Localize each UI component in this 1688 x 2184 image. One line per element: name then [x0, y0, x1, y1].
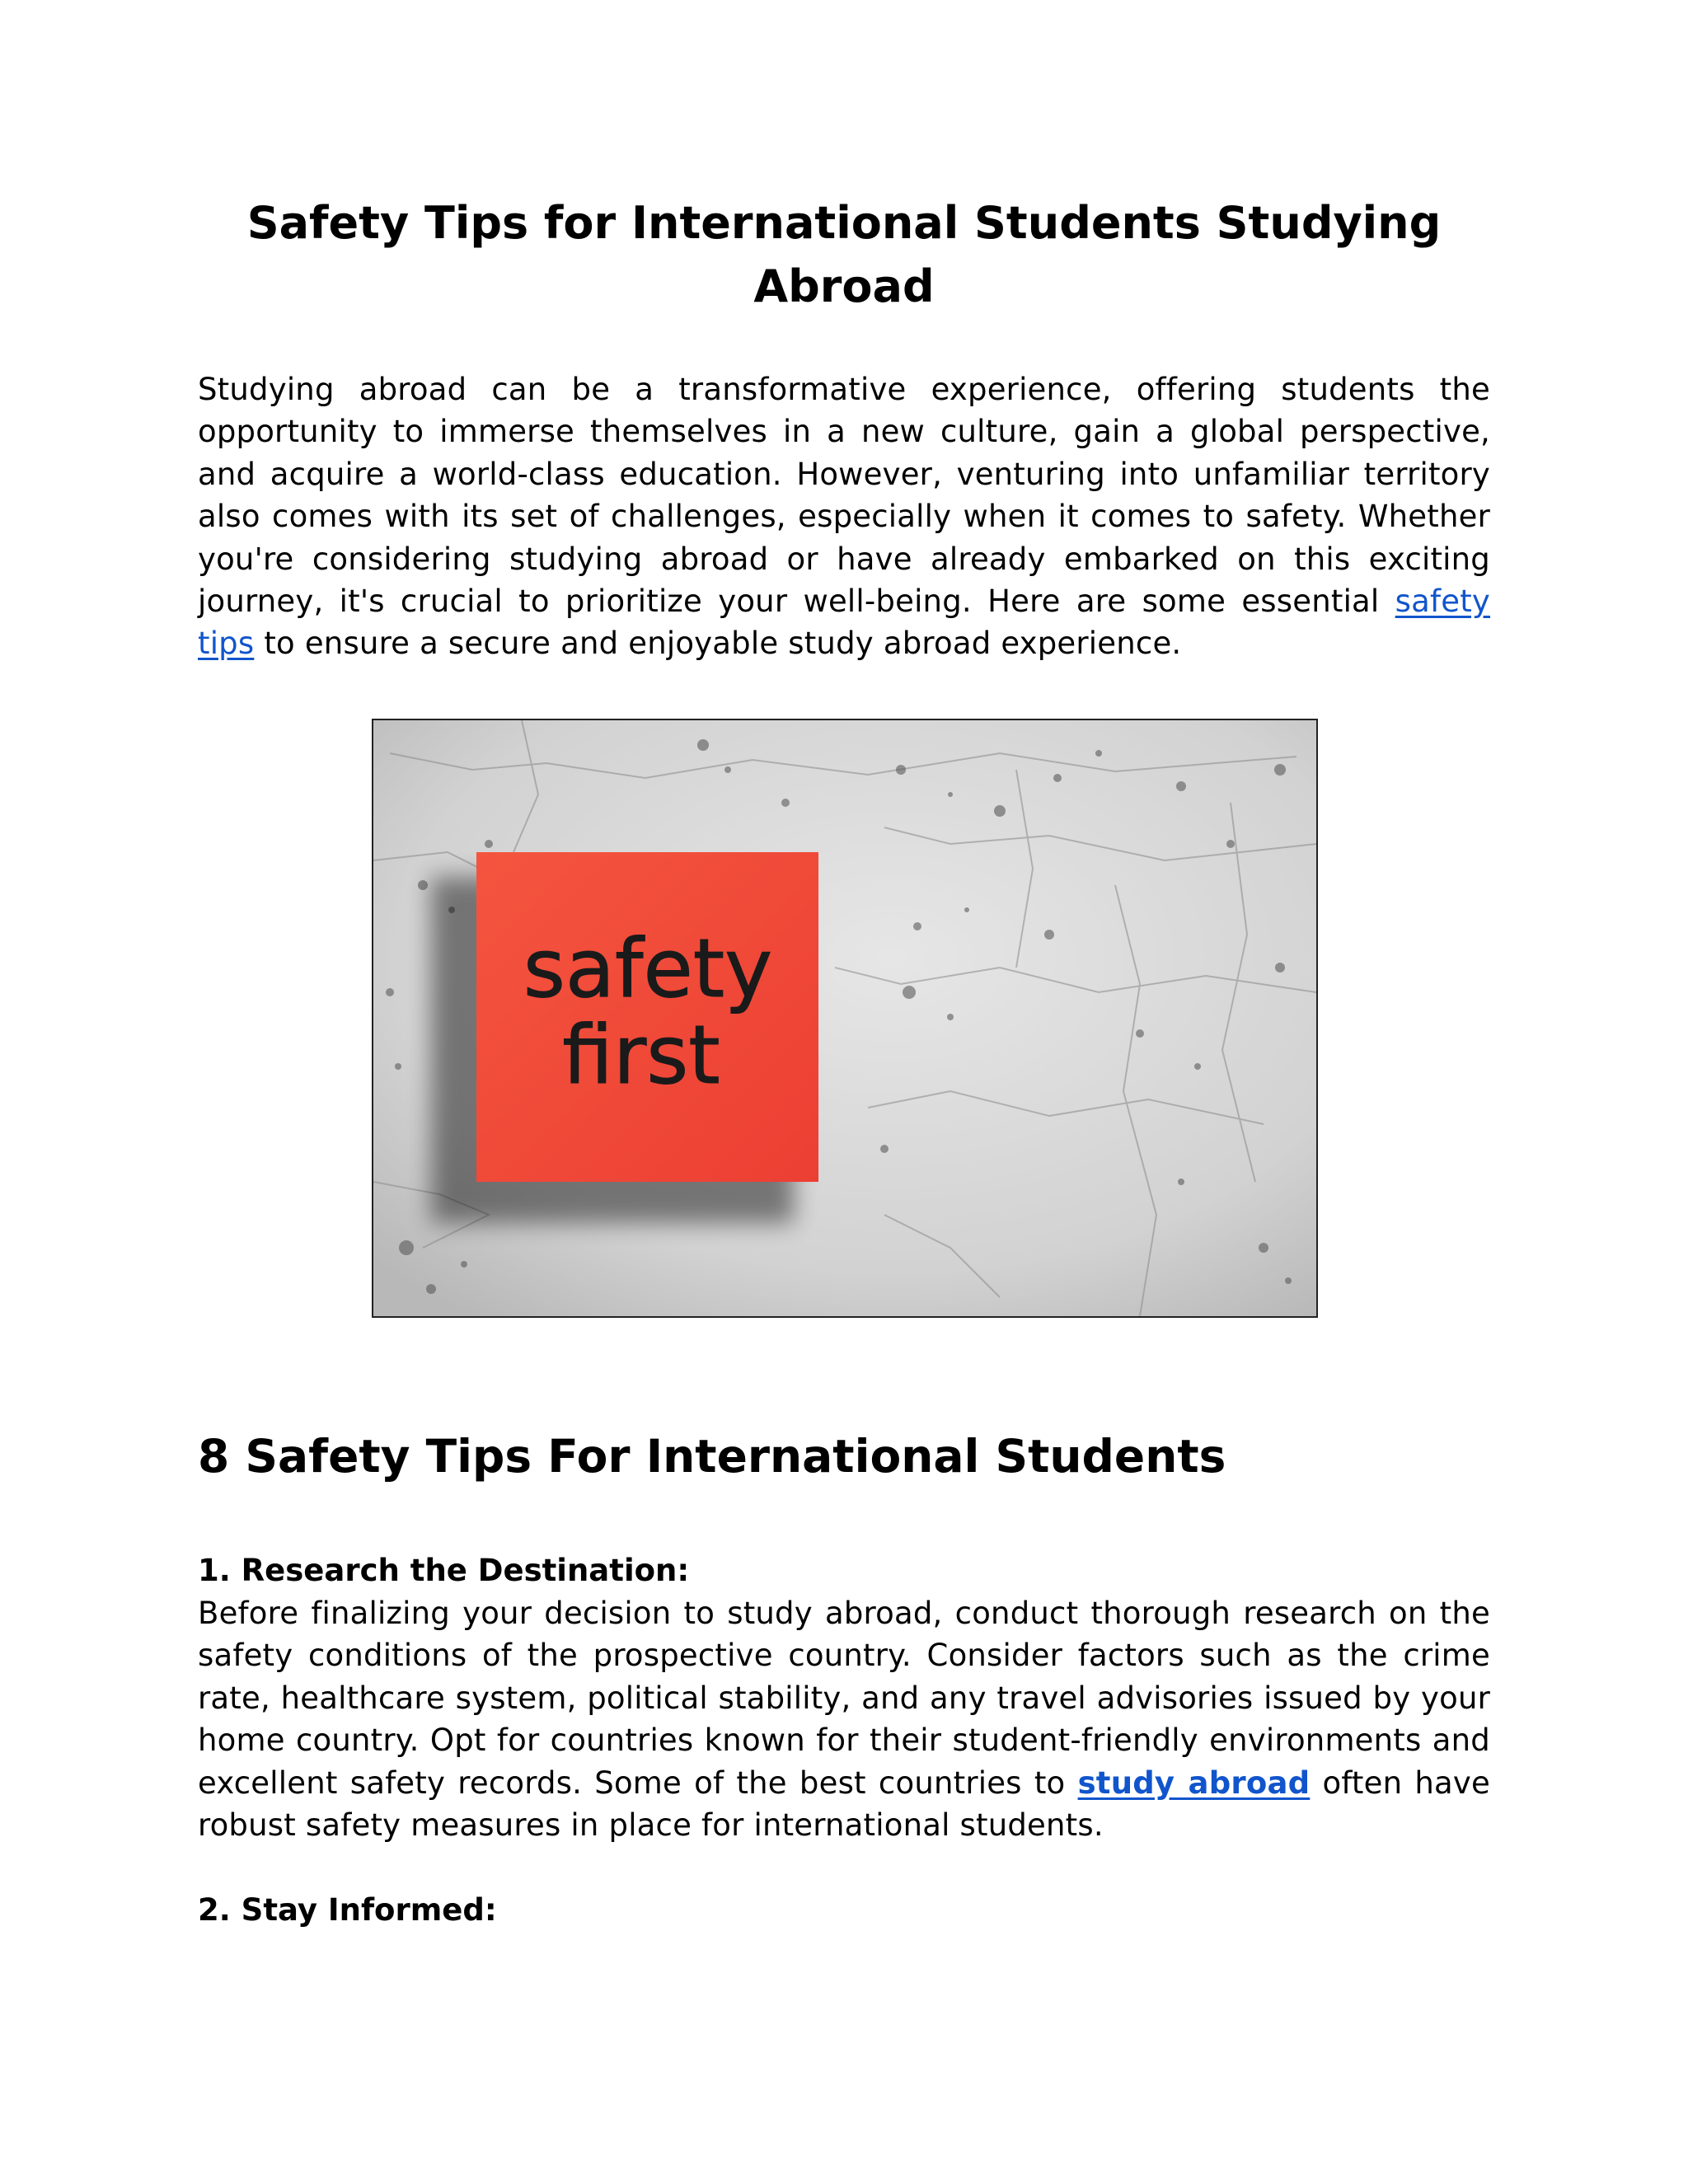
study-abroad-link[interactable]: study abroad [1077, 1765, 1311, 1801]
intro-text-after-link: to ensure a secure and enjoyable study abroad experience. [254, 626, 1182, 662]
tip-1-paragraph [198, 1592, 1490, 1846]
document-title: Safety Tips for International Students Studying Abroad [246, 197, 1442, 312]
note-text-line-1: safety [523, 922, 773, 1016]
tip-1-text-after-link: often have robust safety measures in place for international students. [198, 1765, 1490, 1844]
note-text-line-2: first [562, 1009, 720, 1103]
tip-2-heading: 2. Stay Informed: [198, 1892, 497, 1928]
intro-paragraph [198, 368, 1490, 665]
safety-first-image [372, 719, 1318, 1318]
section-heading: 8 Safety Tips For International Students [198, 1430, 1226, 1483]
tip-1-text-before-link: Before finalizing your decision to study abroad, conduct thorough research on the safety conditions of the prospective country. Consider factors such as the crime rate, healthcare system, political stability, and any travel advisories issued by your home country. Opt for countries known for their student-friendly environments and excellent safety records. Some of the best countries to [198, 1596, 1490, 1801]
safety-tips-link[interactable]: safety tips [198, 583, 1490, 662]
tip-1-heading: 1. Research the Destination: [198, 1553, 690, 1588]
intro-text-before-link: Studying abroad can be a transformative experience, offering students the opportunity to immerse themselves in a new culture, gain a global perspective, and acquire a world-class education. However, venturing into unfamiliar territory also comes with its set of challenges, especially when it comes to safety. Whether you're considering studying abroad or have already embarked on this exciting journey, it's crucial to prioritize your well-being. Here are some essential [198, 372, 1490, 620]
